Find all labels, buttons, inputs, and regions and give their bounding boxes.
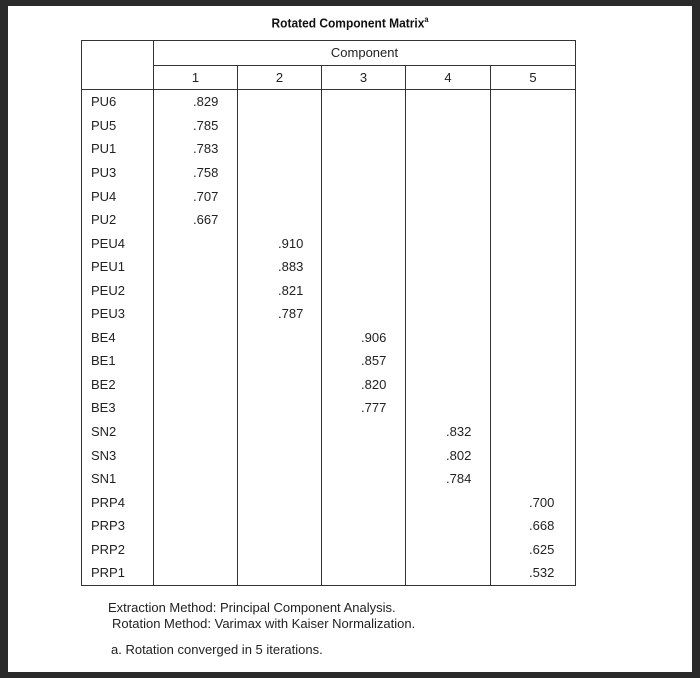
loading-cell — [322, 231, 406, 255]
loading-cell — [491, 231, 576, 255]
table-row — [82, 537, 576, 561]
table-row — [82, 114, 576, 138]
loading-cell — [238, 420, 322, 444]
loading-cell — [491, 349, 576, 373]
loading-cell — [322, 420, 406, 444]
table-row — [82, 396, 576, 420]
loading-cell — [406, 231, 491, 255]
loading-cell — [238, 373, 322, 397]
corner-cell — [82, 41, 154, 90]
loading-value: .668 — [529, 518, 555, 534]
loading-cell — [406, 184, 491, 208]
table-row — [82, 326, 576, 350]
loading-value: .783 — [193, 141, 219, 157]
loading-cell — [491, 208, 576, 232]
loading-cell — [406, 278, 491, 302]
loading-cell — [491, 90, 576, 114]
table-row — [82, 184, 576, 208]
loading-cell — [406, 490, 491, 514]
loading-cell — [154, 302, 238, 326]
loading-cell — [238, 467, 322, 491]
loading-cell — [491, 420, 576, 444]
row-label: PEU3 — [82, 302, 154, 326]
component-3-header: 3 — [322, 65, 406, 90]
loading-cell — [322, 373, 406, 397]
loading-cell — [406, 302, 491, 326]
loading-cell — [322, 114, 406, 138]
loading-cell — [406, 349, 491, 373]
loading-cell — [154, 231, 238, 255]
loading-cell — [406, 443, 491, 467]
loading-cell — [322, 537, 406, 561]
component-5-header: 5 — [491, 65, 576, 90]
loading-cell — [491, 490, 576, 514]
output-panel — [8, 6, 692, 672]
loading-cell — [154, 161, 238, 185]
row-label: PU4 — [82, 184, 154, 208]
row-label: BE1 — [82, 349, 154, 373]
row-label: PU6 — [82, 90, 154, 114]
loading-cell — [491, 137, 576, 161]
component-1-header: 1 — [154, 65, 238, 90]
loading-cell — [491, 278, 576, 302]
loading-cell — [238, 184, 322, 208]
table-row — [82, 302, 576, 326]
table-row — [82, 561, 576, 585]
loading-cell — [154, 373, 238, 397]
loading-cell — [491, 326, 576, 350]
table-title — [35, 15, 664, 30]
loading-cell — [322, 255, 406, 279]
loading-value: .777 — [361, 400, 387, 416]
extraction-method-note: Extraction Method: Principal Component Analysis. — [108, 600, 396, 615]
table-row — [82, 255, 576, 279]
loading-cell — [238, 255, 322, 279]
component-2-header: 2 — [238, 65, 322, 90]
loading-cell — [322, 561, 406, 585]
table-row — [82, 349, 576, 373]
loading-cell — [491, 561, 576, 585]
loading-value: .532 — [529, 565, 555, 581]
row-label: PRP3 — [82, 514, 154, 538]
loading-value: .829 — [193, 94, 219, 110]
loading-cell — [154, 514, 238, 538]
loading-cell — [154, 490, 238, 514]
loading-value: .667 — [193, 212, 219, 228]
row-label: SN3 — [82, 443, 154, 467]
loading-cell — [322, 443, 406, 467]
loading-cell — [491, 114, 576, 138]
row-label: PRP1 — [82, 561, 154, 585]
loading-cell — [406, 326, 491, 350]
loading-cell — [406, 208, 491, 232]
loading-value: .707 — [193, 188, 219, 204]
table-title-text: Rotated Component Matrix — [271, 15, 425, 31]
loading-cell — [238, 561, 322, 585]
row-label: PEU1 — [82, 255, 154, 279]
loading-cell — [238, 490, 322, 514]
loading-value: .758 — [193, 165, 219, 180]
convergence-note: a. Rotation converged in 5 iterations. — [111, 642, 323, 657]
loading-cell — [491, 537, 576, 561]
loading-cell — [154, 443, 238, 467]
table-row — [82, 420, 576, 444]
loading-cell — [154, 208, 238, 232]
loading-cell — [238, 137, 322, 161]
loading-cell — [406, 137, 491, 161]
loading-value: .785 — [193, 117, 219, 133]
loading-cell — [406, 537, 491, 561]
loading-cell — [491, 161, 576, 185]
loading-cell — [154, 467, 238, 491]
row-label: BE2 — [82, 373, 154, 397]
loading-cell — [322, 467, 406, 491]
loading-cell — [322, 326, 406, 350]
loading-cell — [406, 373, 491, 397]
loading-cell — [491, 255, 576, 279]
row-label: PRP2 — [82, 537, 154, 561]
table-row — [82, 208, 576, 232]
loading-cell — [238, 208, 322, 232]
loading-cell — [238, 231, 322, 255]
loading-cell — [238, 514, 322, 538]
row-label: PEU4 — [82, 231, 154, 255]
row-label: PU5 — [82, 114, 154, 138]
row-label: BE3 — [82, 396, 154, 420]
component-header: Component — [154, 41, 576, 66]
row-label: PEU2 — [82, 278, 154, 302]
rotated-component-matrix-table — [81, 40, 576, 586]
row-label: PU2 — [82, 208, 154, 232]
title-footnote-marker: a — [424, 15, 429, 24]
row-label: PU3 — [82, 161, 154, 185]
loading-value: .906 — [361, 329, 387, 345]
table-row — [82, 231, 576, 255]
loading-cell — [491, 396, 576, 420]
loading-cell — [238, 537, 322, 561]
loading-cell — [406, 467, 491, 491]
table-row — [82, 514, 576, 538]
loading-cell — [154, 255, 238, 279]
table-row — [82, 443, 576, 467]
rotation-method-note: Rotation Method: Varimax with Kaiser Normalization. — [112, 616, 416, 631]
loading-cell — [154, 114, 238, 138]
loading-cell — [322, 184, 406, 208]
loading-cell — [154, 90, 238, 114]
loading-cell — [406, 561, 491, 585]
loading-cell — [406, 514, 491, 538]
loading-value: .820 — [361, 376, 387, 392]
row-label: SN2 — [82, 420, 154, 444]
table-row — [82, 467, 576, 491]
footnotes — [108, 600, 415, 658]
table-row — [82, 137, 576, 161]
loading-value: .883 — [278, 259, 304, 275]
loading-value: .700 — [529, 494, 555, 510]
loading-cell — [322, 396, 406, 420]
table-row — [82, 373, 576, 397]
loading-cell — [322, 137, 406, 161]
table-row — [82, 161, 576, 185]
loading-cell — [322, 90, 406, 114]
loading-cell — [406, 161, 491, 185]
loading-cell — [406, 90, 491, 114]
loading-cell — [491, 373, 576, 397]
component-4-header: 4 — [406, 65, 491, 90]
loading-cell — [322, 349, 406, 373]
loading-cell — [406, 255, 491, 279]
loading-cell — [154, 278, 238, 302]
loading-cell — [154, 137, 238, 161]
loading-value: .787 — [278, 306, 304, 322]
table-row — [82, 90, 576, 114]
loading-cell — [238, 114, 322, 138]
loading-cell — [491, 443, 576, 467]
loading-value: .857 — [361, 353, 387, 369]
loading-cell — [238, 443, 322, 467]
loading-value: .910 — [278, 235, 304, 251]
loading-cell — [154, 420, 238, 444]
row-label: PRP4 — [82, 490, 154, 514]
loading-cell — [154, 561, 238, 585]
loading-cell — [322, 490, 406, 514]
loading-cell — [322, 161, 406, 185]
loading-cell — [154, 537, 238, 561]
table-row — [82, 490, 576, 514]
loading-cell — [322, 302, 406, 326]
loading-cell — [491, 467, 576, 491]
row-label: PU1 — [82, 137, 154, 161]
loading-cell — [406, 396, 491, 420]
loading-cell — [322, 514, 406, 538]
loading-cell — [238, 278, 322, 302]
loading-cell — [491, 302, 576, 326]
loading-cell — [238, 90, 322, 114]
loading-value: .784 — [446, 471, 472, 487]
loading-cell — [238, 161, 322, 185]
loading-cell — [238, 326, 322, 350]
loading-cell — [238, 302, 322, 326]
loading-cell — [238, 396, 322, 420]
row-label: BE4 — [82, 326, 154, 350]
row-label: SN1 — [82, 467, 154, 491]
loading-cell — [154, 396, 238, 420]
loading-cell — [154, 326, 238, 350]
loading-cell — [322, 278, 406, 302]
loading-cell — [406, 420, 491, 444]
loading-value: .832 — [446, 424, 472, 440]
loading-cell — [491, 184, 576, 208]
loading-cell — [154, 184, 238, 208]
loading-value: .802 — [446, 447, 472, 463]
loading-value: .625 — [529, 541, 555, 557]
table-row — [82, 278, 576, 302]
loading-cell — [154, 349, 238, 373]
loading-cell — [238, 349, 322, 373]
loading-cell — [406, 114, 491, 138]
loading-value: .821 — [278, 282, 304, 298]
loading-cell — [491, 514, 576, 538]
loading-cell — [322, 208, 406, 232]
